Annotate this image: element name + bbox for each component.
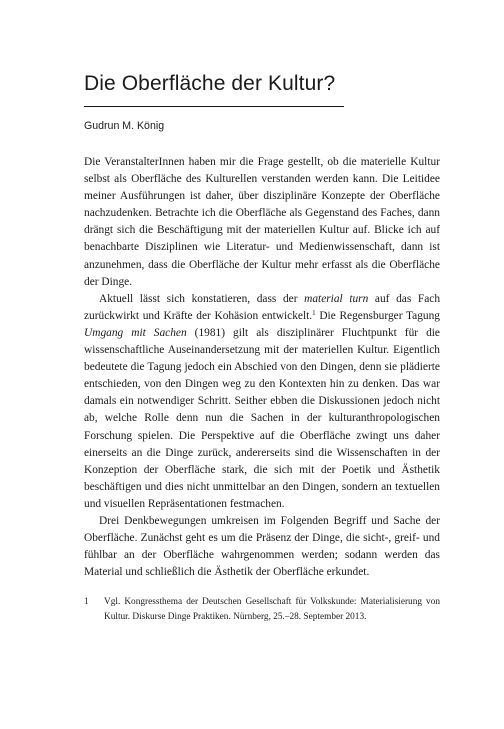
- paragraph-2-text-a: auf das Fach zurückwirkt und Kräfte der Kohäsion entwickelt.: [84, 292, 441, 322]
- paragraph-2-text-end: (1981) gilt als disziplinärer Fluchtpunkt für die wissenschaftliche Auseinandersetzung mit der materiellen Kultur. Eigentlich bedeutete die Tagung jedoch ein Abschied von den Dingen, denn sie plädierte entschieden, von den Dingen weg zu den Kontexten hin zu denken. Das war damals ein notwendiger Schritt. Seither ebben die Diskussionen jedoch nicht ab, welche Rolle denn nun die Sachen in der kulturanthropologischen Forschung spielen. Die Perspektive auf die Oberfläche zwingt uns daher einerseits an die Dinge zurück, andererseits sind die Wissenschaften in der Konzeption der Oberfläche stark, die sich mit der Poetik und Ästhetik beschäftigen und dies nicht unmittelbar an den Dingen, sondern an textuellen und visuellen Repräsentationen festmachen.: [84, 326, 440, 510]
- emphasis-conference-title: Umgang mit Sachen: [84, 326, 187, 339]
- chapter-title: Die Oberfläche der Kultur?: [84, 72, 336, 95]
- footnote-text: Vgl. Kongressthema der Deutschen Gesellschaft für Volkskunde: Materialisierung von Kultur. Diskurse Dinge Praktiken. Nürnberg, 25.–28. September 2013.: [104, 597, 440, 622]
- paragraph-2-text-start: Aktuell lässt sich konstatieren, dass der: [99, 292, 305, 305]
- emphasis-material-turn: material turn: [304, 292, 369, 305]
- footnote-reference[interactable]: 1: [312, 308, 316, 317]
- footnote: [84, 595, 440, 625]
- body-text: [84, 154, 440, 581]
- paragraph-2: [84, 291, 440, 513]
- paragraph-3: Drei Denkbewegungen umkreisen im Folgenden Begriff und Sache der Oberfläche. Zunächst geht es um die Präsenz der Dinge, die sicht-, greif- und fühlbar an der Oberfläche wahrgenommen werden; sodann werden das Material und schließlich die Ästhetik der Oberfläche erkundet.: [84, 514, 440, 579]
- author-name: Gudrun M. König: [84, 120, 165, 132]
- paragraph-1: Die VeranstalterInnen haben mir die Frage gestellt, ob die materielle Kultur selbst als Oberfläche des Kulturellen verstanden werden kann. Die Leitidee meiner Ausführungen ist daher, über disziplinäre Konzepte der Oberfläche nachzudenken. Betrachte ich die Oberfläche als Gegenstand des Faches, dann drängt sich die Beschäftigung mit der materiellen Kultur auf. Blicke ich auf benachbarte Disziplinen wie Literatur- und Medienwissenschaft, dann ist anzunehmen, dass die Oberfläche der Kultur mehr erfasst als die Oberfläche der Dinge.: [84, 156, 440, 288]
- title-rule: [84, 106, 344, 107]
- footnote-number: 1: [84, 597, 89, 607]
- paragraph-2-text-b: Die Regensburger Tagung: [315, 309, 440, 322]
